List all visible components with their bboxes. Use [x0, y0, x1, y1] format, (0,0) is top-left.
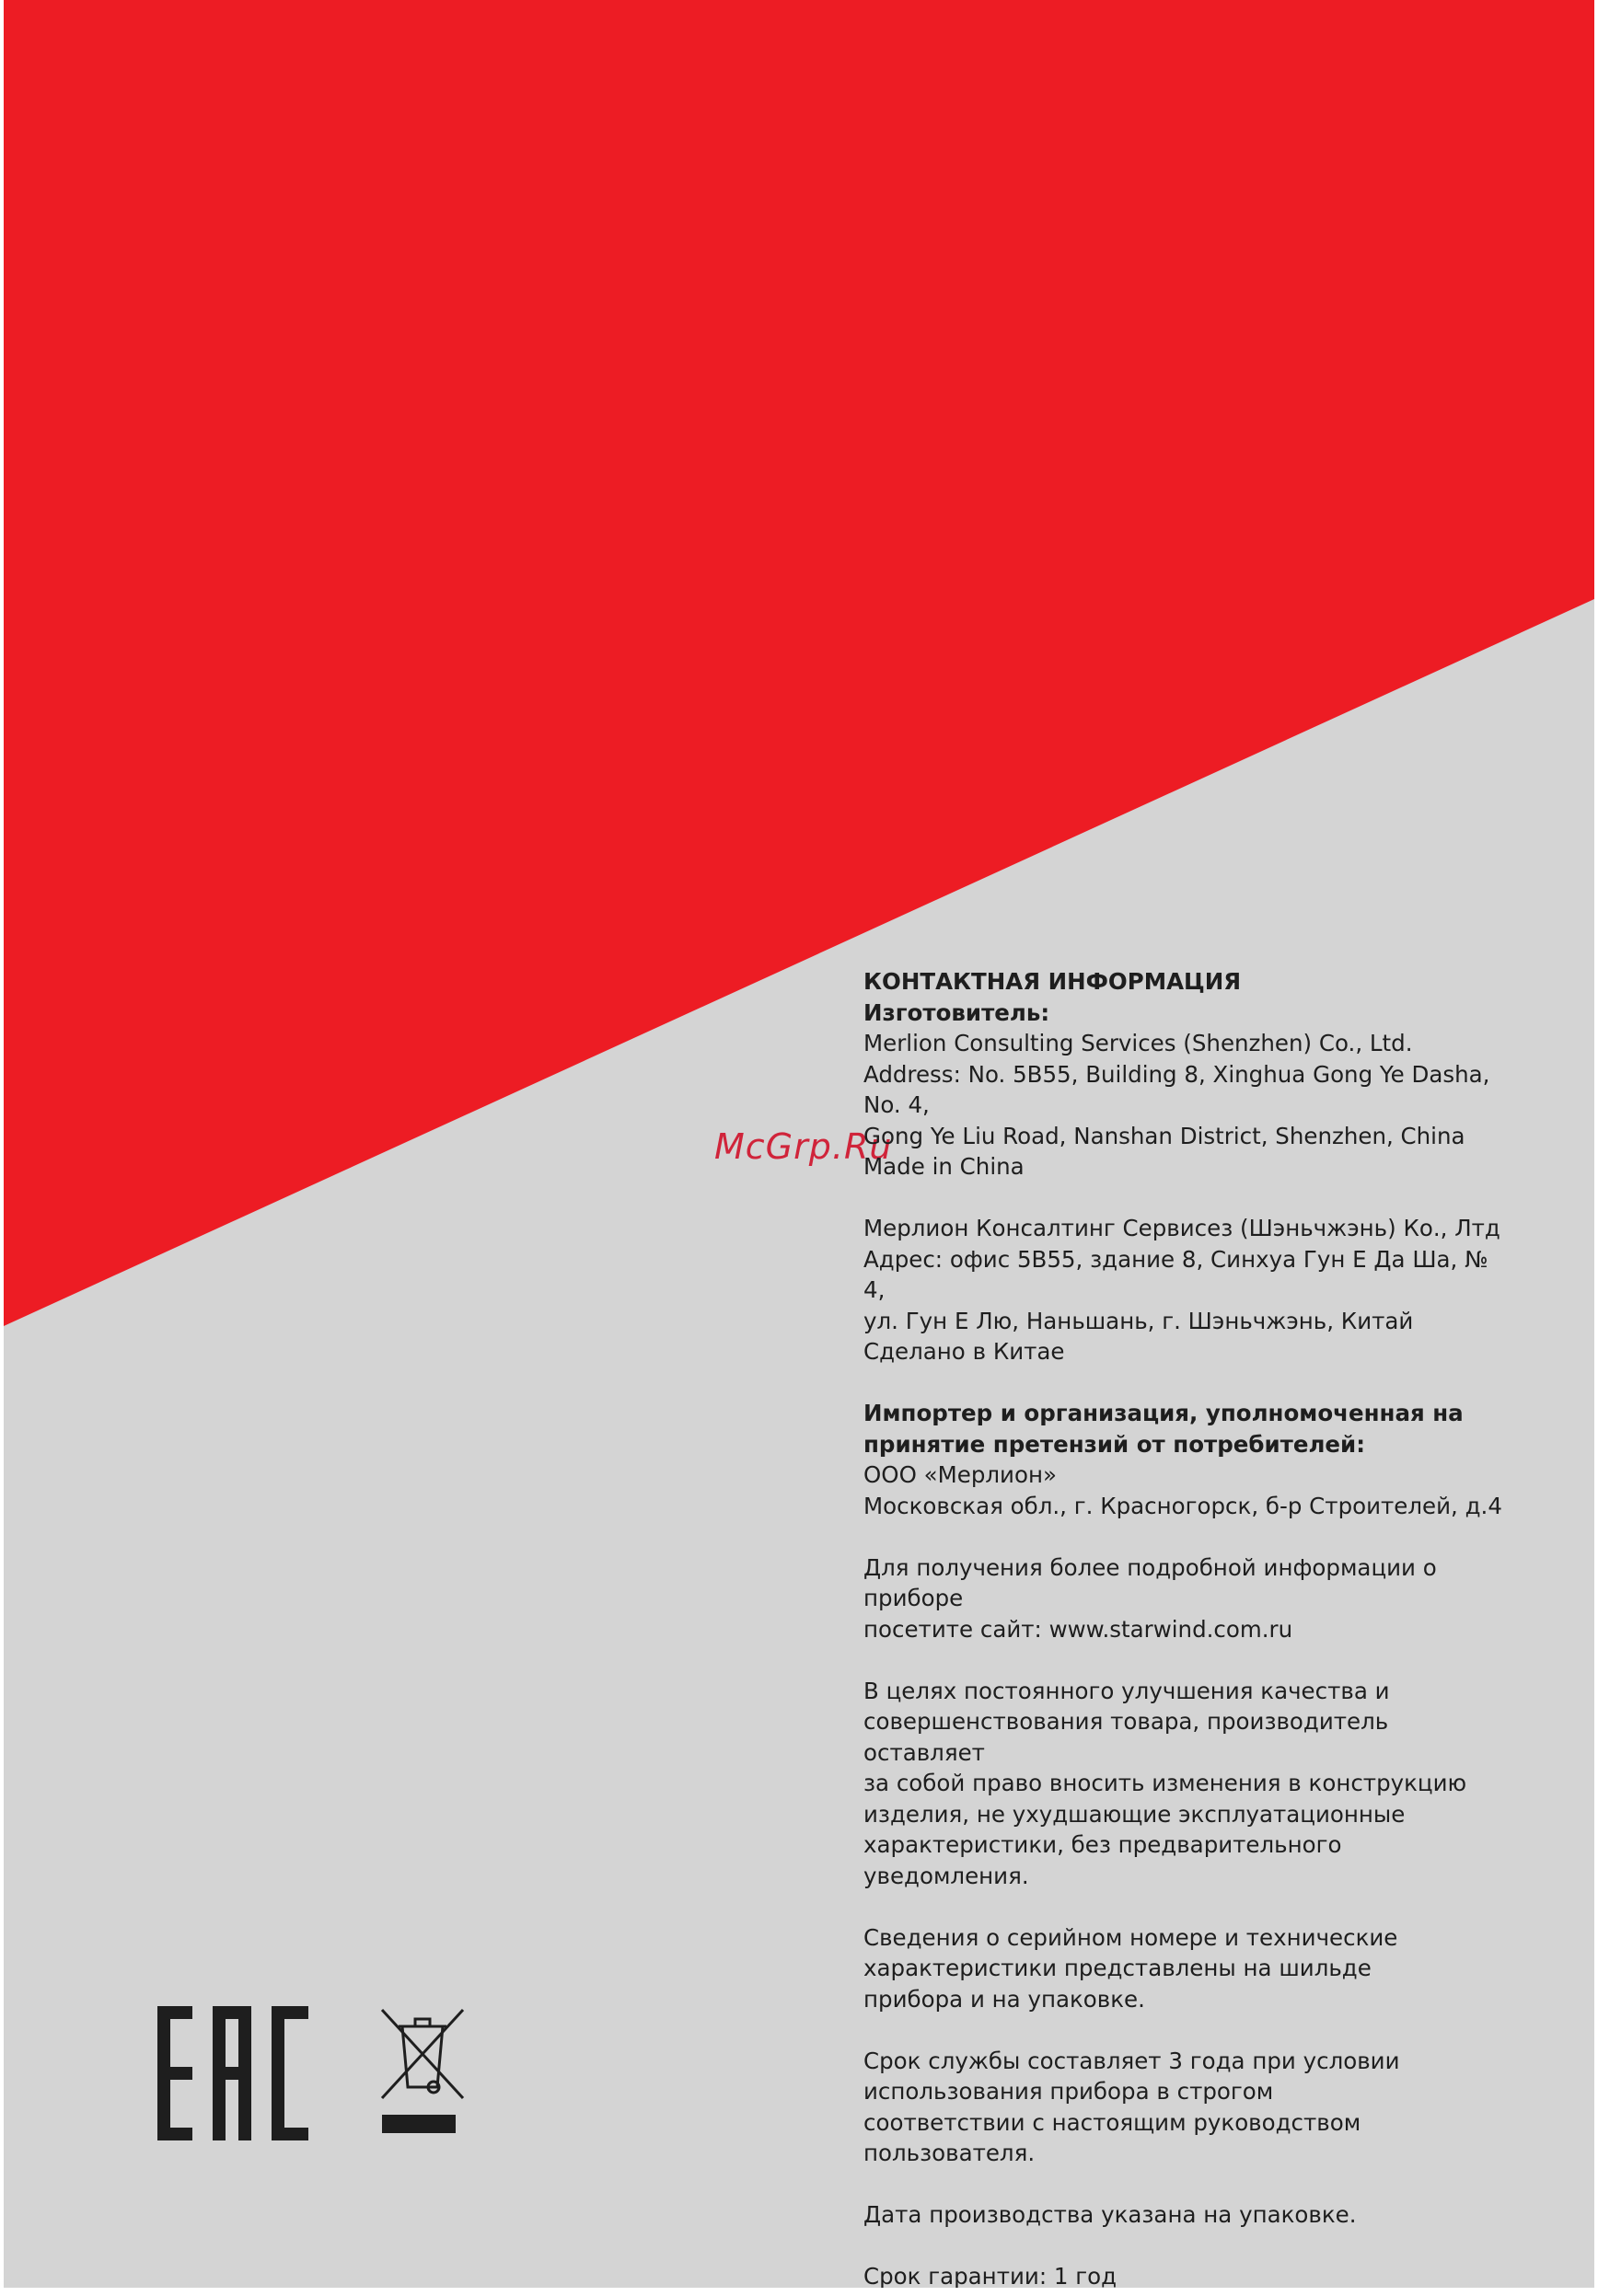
- serial-line: характеристики представлены на шильде: [863, 1955, 1372, 1981]
- manufacturer-label: Изготовитель:: [863, 998, 1050, 1026]
- manufacturer-ru-line: Мерлион Консалтинг Сервисез (Шэньчжэнь) Ко., Лтд: [863, 1215, 1500, 1241]
- contact-info: [863, 966, 1508, 2288]
- page: [4, 0, 1594, 2288]
- more-info-line: Для получения более подробной информации о приборе: [863, 1553, 1437, 1611]
- improvement-line: характеристики, без предварительного уведомления.: [863, 1831, 1342, 1889]
- improvement-line: за собой право вносить изменения в конструкцию: [863, 1770, 1467, 1796]
- warranty: Срок гарантии: 1 год: [863, 2263, 1117, 2288]
- watermark: McGrp.Ru: [714, 1126, 893, 1167]
- importer-line: Московская обл., г. Красногорск, б-р Строителей, д.4: [863, 1492, 1502, 1519]
- importer-label: принятие претензий от потребителей:: [863, 1430, 1366, 1458]
- manufacturer-en-line: No. 4,: [863, 1091, 930, 1118]
- importer-line: ООО «Мерлион»: [863, 1461, 1057, 1488]
- manufacturer-ru-line: Адрес: офис 5В55, здание 8, Синхуа Гун Е Да Ша, № 4,: [863, 1245, 1488, 1303]
- contact-heading: КОНТАКТНАЯ ИНФОРМАЦИЯ: [863, 968, 1242, 995]
- manufacturer-en-line: Gong Ye Liu Road, Nanshan District, Shenzhen, China: [863, 1122, 1465, 1149]
- manufacturer-ru-line: Сделано в Китае: [863, 1338, 1065, 1365]
- serial-line: Сведения о серийном номере и технические: [863, 1923, 1398, 1951]
- production-date: Дата производства указана на упаковке.: [863, 2201, 1357, 2228]
- manufacturer-en-line: Address: No. 5B55, Building 8, Xinghua Gong Ye Dasha,: [863, 1060, 1490, 1088]
- service-life-line: соответствии с настоящим руководством пользователя.: [863, 2108, 1361, 2166]
- more-info-line: посетите сайт: www.starwind.com.ru: [863, 1615, 1293, 1643]
- manufacturer-en-line: Merlion Consulting Services (Shenzhen) Co., Ltd.: [863, 1030, 1413, 1056]
- improvement-line: В целях постоянного улучшения качества и: [863, 1677, 1390, 1704]
- service-life-line: Срок службы составляет 3 года при условии: [863, 2047, 1400, 2074]
- serial-line: прибора и на упаковке.: [863, 1985, 1145, 2013]
- eac-certification-mark-icon: [157, 2006, 308, 2140]
- service-life-line: использования прибора в строгом: [863, 2078, 1274, 2105]
- manufacturer-en-line: Made in China: [863, 1153, 1025, 1180]
- crossed-out-wheelie-bin-icon: [376, 2006, 469, 2140]
- improvement-line: изделия, не ухудшающие эксплуатационные: [863, 1800, 1406, 1828]
- manufacturer-ru-line: ул. Гун Е Лю, Наньшань, г. Шэньчжэнь, Китай: [863, 1307, 1414, 1334]
- importer-label: Импортер и организация, уполномоченная на: [863, 1400, 1464, 1426]
- improvement-line: совершенствования товара, производитель оставляет: [863, 1708, 1389, 1766]
